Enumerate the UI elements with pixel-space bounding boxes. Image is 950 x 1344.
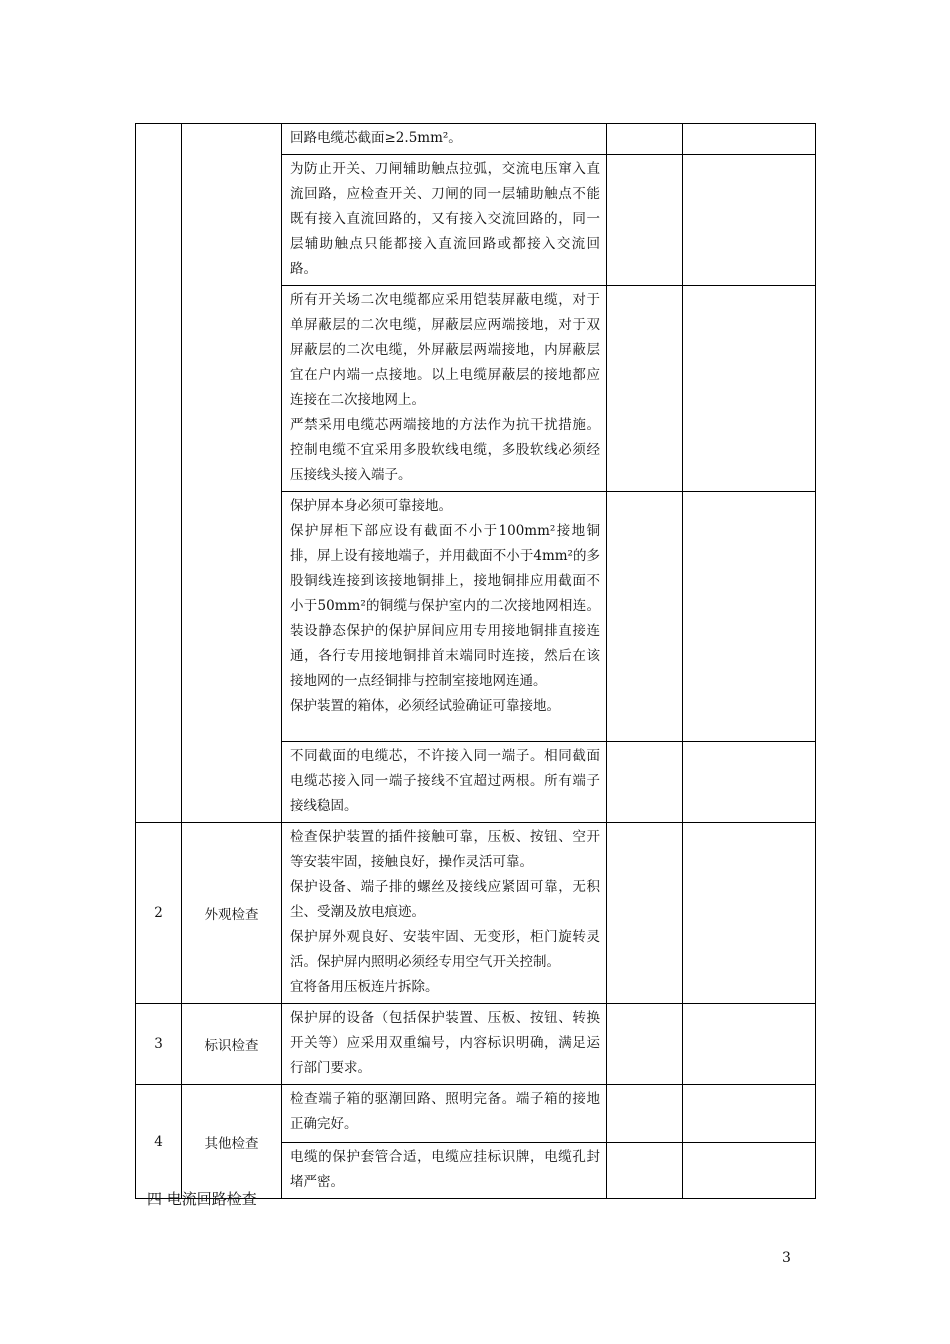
item-number-cell: 4	[136, 1085, 182, 1199]
requirement-text: 为防止开关、刀闸辅助触点拉弧，交流电压窜入直流回路，应检查开关、刀闸的同一层辅助触点不能既有接入直流回路的，又有接入交流回路的，同一层辅助触点只能都接入直流回路或都接入交流回路。	[290, 161, 600, 277]
requirement-cell	[282, 1004, 607, 1085]
result-cell	[607, 742, 683, 823]
result-cell	[607, 155, 683, 286]
requirement-text: 严禁采用电缆芯两端接地的方法作为抗干扰措施。控制电缆不宜采用多股软线电缆，多股软线必须经压接线头接入端子。	[290, 417, 600, 483]
requirement-text: 检查端子箱的驱潮回路、照明完备。端子箱的接地正确完好。	[290, 1091, 600, 1132]
item-name-cell	[182, 124, 282, 823]
result-cell	[607, 1143, 683, 1199]
requirement-text: 保护设备、端子排的螺丝及接线应紧固可靠，无积尘、受潮及放电痕迹。	[290, 879, 600, 920]
result-cell	[607, 1004, 683, 1085]
result-cell	[607, 286, 683, 492]
item-number-cell	[136, 124, 182, 823]
result-cell	[607, 492, 683, 742]
item-name-cell: 标识检查	[182, 1004, 282, 1085]
requirement-text: 保护屏柜下部应设有截面不小于100mm²接地铜排，屏上设有接地端子，并用截面不小于4mm²的多股铜线连接到该接地铜排上，接地铜排应用截面不小于50mm²的铜缆与保护室内的二次接地网相连。装设静态保护的保护屏间应用专用接地铜排直接连通，各行专用接地铜排首末端同时连接，然后在该接地网的一点经铜排与控制室接地网连通。	[290, 523, 600, 689]
item-name-cell: 其他检查	[182, 1085, 282, 1199]
result-cell	[607, 124, 683, 155]
remark-cell	[683, 742, 816, 823]
remark-cell	[683, 1143, 816, 1199]
requirement-text: 检查保护装置的插件接触可靠，压板、按钮、空开等安装牢固，接触良好，操作灵活可靠。	[290, 829, 600, 870]
remark-cell	[683, 823, 816, 1004]
result-cell	[607, 823, 683, 1004]
requirement-text: 宜将备用压板连片拆除。	[290, 979, 439, 995]
requirement-cell	[282, 155, 607, 286]
requirement-text: 所有开关场二次电缆都应采用铠装屏蔽电缆，对于单屏蔽层的二次电缆，屏蔽层应两端接地，对于双屏蔽层的二次电缆，外屏蔽层两端接地，内屏蔽层宜在户内端一点接地。以上电缆屏蔽层的接地都应连接在二次接地网上。	[290, 292, 600, 408]
page-number: 3	[782, 1250, 791, 1266]
requirement-cell	[282, 742, 607, 823]
requirement-cell	[282, 492, 607, 742]
requirement-cell	[282, 823, 607, 1004]
section-title: 四 电流回路检查	[147, 1190, 257, 1208]
remark-cell	[683, 492, 816, 742]
table-row	[136, 823, 816, 1004]
requirement-cell	[282, 124, 607, 155]
requirement-cell	[282, 286, 607, 492]
item-number-cell: 3	[136, 1004, 182, 1085]
result-cell	[607, 1085, 683, 1143]
table-row	[136, 1004, 816, 1085]
remark-cell	[683, 1004, 816, 1085]
requirement-text: 保护屏的设备（包括保护装置、压板、按钮、转换开关等）应采用双重编号，内容标识明确，满足运行部门要求。	[290, 1010, 600, 1076]
requirement-text: 保护装置的箱体，必须经试验确证可靠接地。	[290, 698, 560, 714]
item-number-cell: 2	[136, 823, 182, 1004]
requirement-cell	[282, 1143, 607, 1199]
table-row	[136, 1085, 816, 1143]
inspection-table	[135, 123, 816, 1199]
table-row	[136, 124, 816, 155]
remark-cell	[683, 286, 816, 492]
requirement-text: 电缆的保护套管合适，电缆应挂标识牌，电缆孔封堵严密。	[290, 1149, 600, 1190]
requirement-cell	[282, 1085, 607, 1143]
requirement-text: 回路电缆芯截面≥2.5mm²。	[290, 130, 462, 146]
item-name-cell: 外观检查	[182, 823, 282, 1004]
requirement-text: 保护屏本身必须可靠接地。	[290, 498, 452, 514]
remark-cell	[683, 155, 816, 286]
remark-cell	[683, 124, 816, 155]
requirement-text: 不同截面的电缆芯，不许接入同一端子。相同截面电缆芯接入同一端子接线不宜超过两根。所有端子接线稳固。	[290, 748, 600, 814]
remark-cell	[683, 1085, 816, 1143]
requirement-text: 保护屏外观良好、安装牢固、无变形，柜门旋转灵活。保护屏内照明必须经专用空气开关控制。	[290, 929, 600, 970]
